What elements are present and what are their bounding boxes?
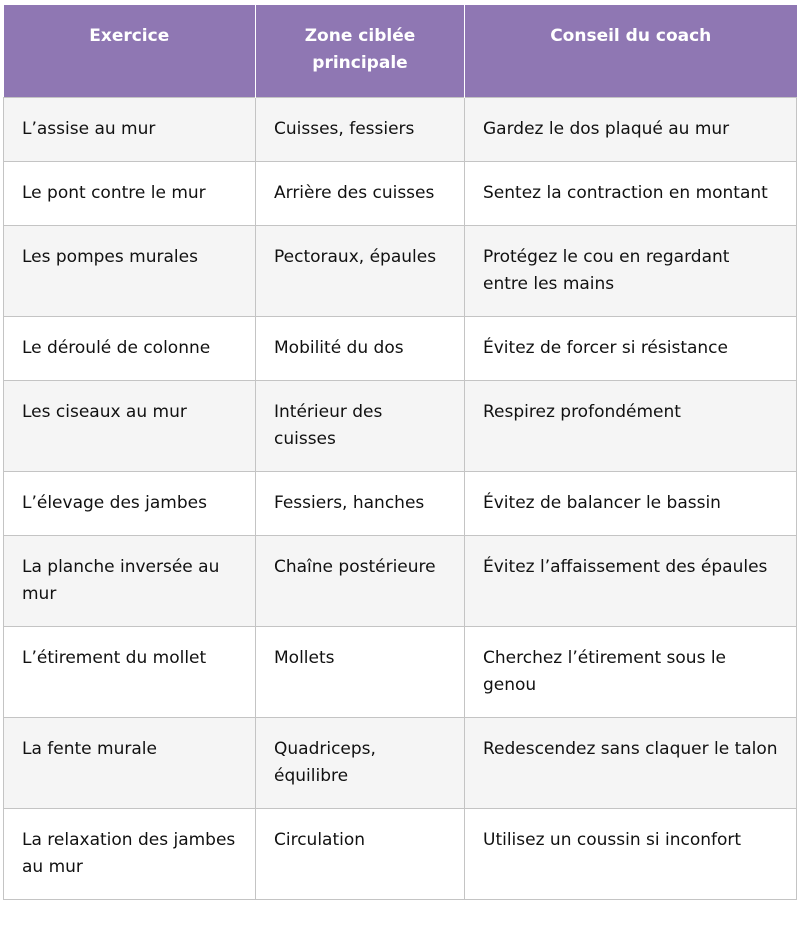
cell-exercise: Les ciseaux au mur	[4, 381, 256, 472]
header-zone: Zone ciblée principale	[256, 5, 465, 98]
cell-zone: Chaîne postérieure	[256, 536, 465, 627]
cell-zone: Mollets	[256, 627, 465, 718]
cell-exercise: Le déroulé de colonne	[4, 317, 256, 381]
cell-tip: Protégez le cou en regardant entre les mains	[465, 226, 797, 317]
cell-exercise: L’étirement du mollet	[4, 627, 256, 718]
cell-exercise: L’élevage des jambes	[4, 472, 256, 536]
cell-tip: Respirez profondément	[465, 381, 797, 472]
cell-tip: Cherchez l’étirement sous le genou	[465, 627, 797, 718]
cell-zone: Arrière des cuisses	[256, 162, 465, 226]
header-tip: Conseil du coach	[465, 5, 797, 98]
cell-zone: Quadriceps, équilibre	[256, 718, 465, 809]
table-row	[4, 317, 797, 381]
cell-tip: Sentez la contraction en montant	[465, 162, 797, 226]
cell-tip: Évitez de forcer si résistance	[465, 317, 797, 381]
cell-tip: Redescendez sans claquer le talon	[465, 718, 797, 809]
table-row	[4, 718, 797, 809]
cell-zone: Intérieur des cuisses	[256, 381, 465, 472]
cell-exercise: La planche inversée au mur	[4, 536, 256, 627]
table-row	[4, 162, 797, 226]
table-row	[4, 536, 797, 627]
cell-exercise: La relaxation des jambes au mur	[4, 809, 256, 900]
cell-zone: Cuisses, fessiers	[256, 98, 465, 162]
cell-tip: Évitez de balancer le bassin	[465, 472, 797, 536]
table-row	[4, 381, 797, 472]
table-row	[4, 627, 797, 718]
cell-zone: Pectoraux, épaules	[256, 226, 465, 317]
cell-exercise: Le pont contre le mur	[4, 162, 256, 226]
cell-zone: Fessiers, hanches	[256, 472, 465, 536]
cell-tip: Évitez l’affaissement des épaules	[465, 536, 797, 627]
header-exercise: Exercice	[4, 5, 256, 98]
table-row	[4, 226, 797, 317]
cell-tip: Gardez le dos plaqué au mur	[465, 98, 797, 162]
cell-exercise: Les pompes murales	[4, 226, 256, 317]
exercise-table	[3, 5, 797, 900]
cell-zone: Mobilité du dos	[256, 317, 465, 381]
table-row	[4, 809, 797, 900]
table-header-row	[4, 5, 797, 98]
cell-exercise: La fente murale	[4, 718, 256, 809]
cell-zone: Circulation	[256, 809, 465, 900]
table-row	[4, 472, 797, 536]
cell-tip: Utilisez un coussin si inconfort	[465, 809, 797, 900]
cell-exercise: L’assise au mur	[4, 98, 256, 162]
table-row	[4, 98, 797, 162]
